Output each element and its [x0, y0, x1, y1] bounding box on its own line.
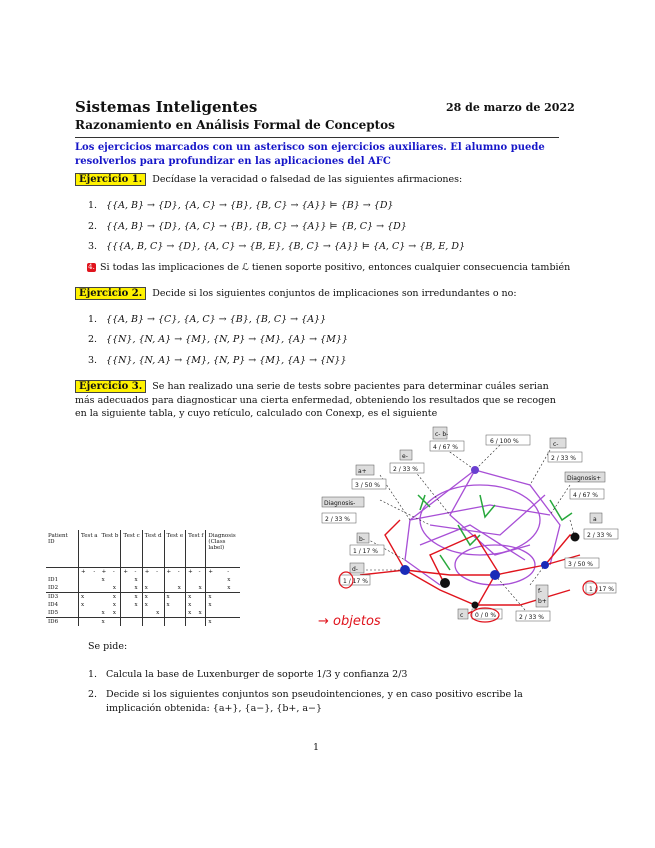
item-formula: {{{A, B, C} → {D}, {A, C} → {B, E}, {B, C} → {A}} ⊨ {A, C} → {B, E, D} [106, 241, 465, 252]
task-number: 2. [88, 689, 98, 700]
table-cell: ID4 [48, 602, 59, 608]
document-subtitle: Razonamiento en Análisis Formal de Conceptos [75, 118, 395, 132]
exercise2-label: Ejercicio 2. [75, 287, 146, 300]
handwritten-objetos: → objetos [318, 614, 381, 629]
table-cell [121, 601, 133, 609]
top-concept-pct: 6 / 100 % [490, 438, 519, 445]
exercise1-item [88, 199, 393, 213]
table-cell: x [198, 610, 202, 616]
table-cell [91, 618, 99, 627]
lattice-edge [450, 470, 530, 555]
table-row [46, 618, 240, 627]
table-cell [100, 601, 111, 609]
task-text: Calcula la base de Luxenburger de soporte 1/3 y confianza 2/3 [106, 669, 408, 680]
table-cell: x [206, 618, 225, 627]
header-divider [75, 137, 559, 138]
a-label: a [593, 516, 597, 523]
leader-line [550, 485, 570, 515]
table-cell [111, 576, 121, 584]
b-plus-label: b+ [538, 598, 547, 605]
d-minus-pct: 1 / 17 % [343, 578, 368, 585]
c-label: c [460, 612, 464, 619]
table-subheader-row [46, 568, 240, 577]
table-cell [206, 576, 225, 584]
b-minus-label: b- [359, 536, 365, 543]
table-subheader-cell: - [177, 569, 180, 575]
table-cell [100, 593, 111, 602]
table-cell: x [186, 601, 197, 609]
table-cell: x [227, 577, 231, 583]
table-cell: x [142, 584, 154, 593]
f-pct: 3 / 50 % [568, 561, 593, 568]
lattice-node [440, 578, 450, 588]
item-formula: {{N}, {N, A} → {M}, {N, P} → {M}, {A} → {M}} [106, 334, 348, 345]
item-formula: {{A, B} → {D}, {A, C} → {B}, {B, C} → {A}} ⊨ {B} → {D} [106, 200, 394, 211]
table-cell [91, 609, 99, 618]
f-minus-label: f- [538, 588, 542, 595]
table-cell [121, 609, 133, 618]
task-text: Decide si los siguientes conjuntos son pseudointenciones, y en caso positivo escribe la implicación obtenida: {a+}, {a−}, {b+, a−} [106, 689, 523, 714]
table-subheader-cell: - [112, 569, 115, 575]
table-header-row [46, 530, 240, 568]
c2-pct: 2 / 33 % [519, 614, 544, 621]
table-header: Test c [121, 530, 142, 568]
item-number: 2. [88, 334, 98, 345]
table-cell: x [101, 610, 105, 616]
exercise2-intro: Decide si los siguientes conjuntos de implicaciones son irredundantes o no: [152, 288, 517, 299]
exercise1-item4-text: Si todas las implicaciones de ℒ tienen soporte positivo, entonces cualquier consecuencia también [100, 262, 571, 273]
lattice-node [400, 565, 410, 575]
table-cell: x [142, 601, 154, 609]
a-plus-label: a+ [358, 468, 367, 475]
table-cell [176, 601, 186, 609]
table-cell: x [206, 601, 225, 609]
table-cell: x [101, 577, 105, 583]
table-cell: x [134, 585, 138, 591]
table-row [46, 584, 240, 593]
table-cell: x [164, 593, 176, 602]
table-cell: ID6 [46, 618, 79, 627]
purple-edges [405, 470, 560, 585]
e-label: e- [402, 453, 408, 460]
table-cell [186, 584, 197, 593]
table-cell [91, 593, 99, 602]
table-header: Test d [142, 530, 164, 568]
table-header: Patient ID [46, 530, 79, 568]
table-subheader-cell: + [142, 568, 154, 577]
table-cell: x [142, 593, 154, 602]
table-cell [225, 618, 240, 627]
table-cell [197, 601, 206, 609]
diagnosis-minus-label: Diagnosis- [324, 500, 356, 507]
table-cell [206, 584, 225, 593]
table-cell: x [100, 618, 111, 627]
table-cell [142, 609, 154, 618]
exercise3-text: Se han realizado una serie de tests sobre pacientes para determinar cuáles serian más adecuados para diagnosticar una cierta enfermedad, obteniendo los resultados que se recogen en la siguiente tabla, y cuyo retículo, calculado con Conexp, es el siguiente [75, 381, 556, 419]
table-cell [46, 568, 79, 577]
course-title: Sistemas Inteligentes [75, 98, 258, 116]
table-cell [79, 584, 92, 593]
c-minus-label: c- [553, 441, 559, 448]
table-cell: x [134, 602, 138, 608]
concept-lattice [300, 425, 620, 630]
table-cell [186, 576, 197, 584]
table-cell: x [79, 593, 92, 602]
leader-line [475, 445, 500, 470]
item-number: 2. [88, 221, 98, 232]
e-pct: 2 / 33 % [393, 466, 418, 473]
table-cell [121, 584, 133, 593]
table-cell: x [134, 577, 138, 583]
table-cell [142, 618, 154, 627]
table-cell [225, 609, 240, 618]
table-subheader-cell: + [186, 568, 197, 577]
table-cell: ID3 [46, 593, 79, 602]
exercise1-intro: Decídase la veracidad o falsedad de las siguientes afirmaciones: [152, 174, 463, 185]
table-cell [186, 618, 197, 627]
page-number: 1 [313, 742, 320, 753]
table-header: Test b [100, 530, 121, 568]
table-cell [154, 601, 164, 609]
table-cell: x [133, 593, 143, 602]
item4-red-mark: 4. [88, 263, 95, 271]
lattice-node [571, 533, 580, 542]
exercise1-item [88, 240, 465, 254]
tasks-intro: Se pide: [88, 641, 128, 652]
table-cell [206, 609, 225, 618]
table-cell [176, 593, 186, 602]
table-header: Test e [164, 530, 186, 568]
table-cell [121, 576, 133, 584]
table-cell [197, 618, 206, 627]
exercise3-label: Ejercicio 3. [75, 380, 146, 393]
table-cell [176, 576, 186, 584]
a-plus-pct: 3 / 50 % [355, 482, 380, 489]
a-node-pct: 2 / 33 % [587, 532, 612, 539]
task-item [88, 668, 407, 682]
table-cell [154, 593, 164, 602]
lattice-edge [410, 505, 550, 520]
table-cell [225, 593, 240, 602]
task-item [88, 688, 558, 716]
table-cell [154, 618, 164, 627]
table-subheader-cell: + [79, 568, 92, 577]
table-row [46, 609, 240, 618]
task-number: 1. [88, 669, 98, 680]
table-cell: x [177, 585, 181, 591]
table-cell: x [79, 601, 92, 609]
table-cell [91, 576, 99, 584]
table-cell [79, 618, 92, 627]
table-cell: x [186, 593, 197, 602]
table-subheader-cell: + [206, 568, 225, 577]
table-cell [133, 618, 143, 627]
lattice-edge [475, 470, 560, 565]
table-cell [164, 609, 176, 618]
exercise1-header [75, 173, 462, 187]
handwriting-mark [440, 555, 450, 570]
table-header: Test a [79, 530, 100, 568]
table-cell [176, 609, 186, 618]
table-cell [225, 601, 240, 609]
table-cell [154, 584, 164, 593]
table-cell: x [156, 610, 160, 616]
table-subheader-cell: - [156, 569, 158, 575]
table-cell: ID2 [48, 585, 59, 591]
item-number: 1. [88, 200, 98, 211]
table-cell: x [227, 585, 231, 591]
f2-pct: 1 / 17 % [589, 586, 614, 593]
table-cell: x [112, 610, 116, 616]
item-formula: {{A, B} → {D}, {A, C} → {B}, {B, C} → {A}} ⊨ {B, C} → {D} [106, 221, 407, 232]
item-formula: {{A, B} → {C}, {A, C} → {B}, {B, C} → {A}} [106, 314, 327, 325]
table-subheader-cell: - [227, 569, 230, 575]
table-row [46, 601, 240, 609]
lattice-node [471, 466, 479, 474]
table-cell: x [112, 602, 116, 608]
item-number: 3. [88, 241, 98, 252]
table-subheader-cell: - [134, 569, 137, 575]
table-cell [121, 618, 133, 627]
exercise2-header [75, 287, 517, 301]
table-cell [79, 609, 92, 618]
table-cell [142, 576, 154, 584]
diagnosis-minus-pct: 2 / 33 % [325, 516, 350, 523]
top-node-pct: 4 / 67 % [433, 444, 458, 451]
d-minus-label: d- [352, 566, 358, 573]
table-header: Test f [186, 530, 206, 568]
table-subheader-cell: + [164, 568, 176, 577]
table-header: Diagnosis (Class label) [206, 530, 241, 568]
lattice-node [472, 602, 479, 609]
table-cell [91, 601, 99, 609]
exercise2-item [88, 354, 347, 368]
table-subheader-cell: - [198, 569, 201, 575]
table-cell [154, 576, 164, 584]
c-minus-pct: 2 / 33 % [551, 455, 576, 462]
table-cell: x [198, 585, 202, 591]
lattice-labels [322, 427, 618, 621]
table-cell: x [112, 585, 116, 591]
table-cell [164, 576, 176, 584]
exercise3-paragraph [75, 380, 559, 421]
diagnosis-plus-label: Diagnosis+ [567, 475, 602, 482]
table-cell: x [164, 601, 176, 609]
exercise2-item [88, 313, 326, 327]
exercise2-item [88, 333, 348, 347]
item-formula: {{N}, {N, A} → {M}, {N, P} → {M}, {A} → {N}} [106, 355, 347, 366]
exercise1-item [88, 220, 407, 234]
leader-line [530, 450, 550, 485]
b-minus-pct: 1 / 17 % [353, 548, 378, 555]
table-cell [133, 609, 143, 618]
table-cell: x [186, 609, 197, 618]
table-row [46, 576, 240, 584]
table-cell [197, 576, 206, 584]
lattice-node [541, 561, 549, 569]
table-subheader-cell: + [101, 569, 107, 575]
auxiliary-note: Los ejercicios marcados con un asterisco son ejercicios auxiliares. El alumno puede resolverlos para profundizar en las aplicaciones del AFC [75, 142, 545, 167]
table-cell: x [206, 593, 225, 602]
table-cell [111, 618, 121, 627]
table-body [46, 568, 240, 627]
top-label: c- b- [435, 431, 449, 438]
table-cell [176, 618, 186, 627]
table-cell [79, 576, 92, 584]
patients-table [46, 530, 240, 626]
exercise1-label: Ejercicio 1. [75, 173, 146, 186]
table-cell: ID5 [48, 610, 59, 616]
table-row [46, 593, 240, 602]
item-number: 3. [88, 355, 98, 366]
table-subheader-cell: + [121, 568, 133, 577]
table-cell [91, 584, 99, 593]
table-cell: x [111, 593, 121, 602]
table-cell: ID1 [48, 577, 59, 583]
diagnosis-plus-pct: 4 / 67 % [573, 492, 598, 499]
document-date: 28 de marzo de 2022 [446, 101, 575, 114]
table-cell [164, 584, 176, 593]
bottom-pct: 0 / 0 % [475, 612, 497, 619]
table-cell [100, 584, 111, 593]
table-cell [197, 593, 206, 602]
table-subheader-cell: - [93, 569, 96, 575]
item-number: 1. [88, 314, 98, 325]
lattice-node [490, 570, 500, 580]
table-cell [164, 618, 176, 627]
table-cell [121, 593, 133, 602]
